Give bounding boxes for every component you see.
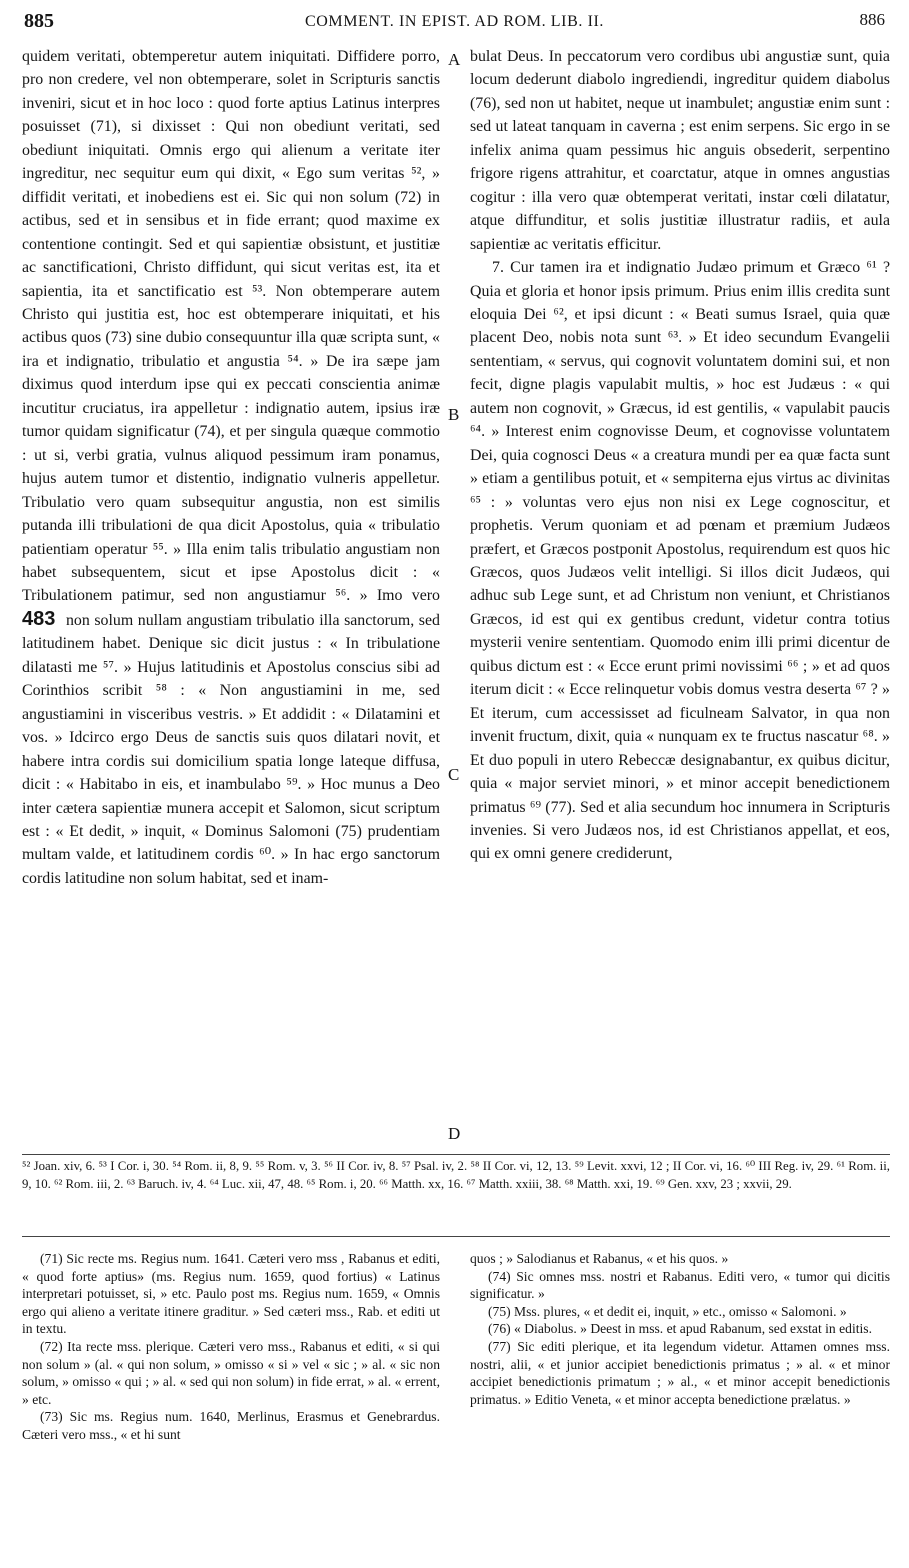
note-73-continued: quos ; » Salodianus et Rabanus, « et his quos. » [470,1251,729,1266]
main-text-left-column [22,45,440,890]
left-text-after-section: non solum nullam angustiam tribulatio illa sanctorum, sed latitudinem habet. Denique sic dicit justus : « In tribulatione dilatasti me ⁵⁷. » Hujus latitudinis et Apostolus conscius sibi ad Corinthios scribit ⁵⁸ : « Non angustiamini in me, sed angustiamini in visceribus vestris. » Et addidit : « Dilatamini et vos. » Idcirco ergo Deus de sanctis suis quos dilatari novit, et habere intra cordis sui domicilium spatia longe lateque diffusa, dicit : « Habitabo in eis, et inambulabo ⁵⁹. » Hoc munus a Deo inter cætera sapientiæ munera accepit et Salomon, sicut scriptum est : « Et dedit, » inquit, « Dominus Salomoni (75) prudentiam multam valde, et latitudinem cordis ⁶⁰. » In hac ergo sanctorum cordis latitudine non solum habitat, sed et inam- [22,611,440,887]
note-74: (74) Sic omnes mss. nostri et Rabanus. Editi vero, « tumor qui dicitis significatur. » [470,1268,890,1302]
note-77: (77) Sic editi plerique, et ita legendum videtur. Attamen omnes mss. nostri, alii, « et junior accipiet benedictionis primatus ; » al. « et minor accipiet benedictionis primatum ; » al., « et minor accepit benedictionis primatus. » Editio Veneta, « et minor accepta benedictione prælatus. » [470,1338,890,1407]
note-75: (75) Mss. plures, « et dedit ei, inquit, » etc., omisso « Salomoni. » [488,1303,847,1319]
notes-left-column [22,1250,440,1444]
page-number-right: 886 [859,10,885,29]
note-72: (72) Ita recte mss. plerique. Cæteri vero mss., Rabanus et editi, « si qui non solum » (al. « qui non solum, » omisso « si » vel « sic ; » al. « sic non solum, » omisso « qui ; » al. « sed qui non solum) in fide errat, » al. « errent, » etc. [22,1338,440,1407]
running-title: COMMENT. IN EPIST. AD ROM. LIB. II. [304,13,605,30]
page-header [18,8,891,38]
note-76: (76) « Diabolus. » Deest in mss. et apud Rabanum, sed exstat in editis. [488,1321,872,1337]
note-71: (71) Sic recte ms. Regius num. 1641. Cæteri vero mss , Rabanus et editi, « quod forte aptius» (ms. Regius num. 1659, quod fortius) « Latinus interpretari potuisset, si, » etc. Paulo post ms. Regius num. 1659, « Omnis ergo qui alieno a veritate itinere graditur. » Sed cæteri mss., Rab. et editi ut in textu. [22,1251,440,1337]
notes-right-column [470,1250,890,1408]
scripture-references: ⁵² Joan. xiv, 6. ⁵³ I Cor. i, 30. ⁵⁴ Rom. ii, 8, 9. ⁵⁵ Rom. v, 3. ⁵⁶ II Cor. iv, 8. ⁵⁷ Psal. iv, 2. ⁵⁸ II Cor. vi, 12, 13. ⁵⁹ Levit. xxvi, 12 ; II Cor. vi, 16. ⁶⁰ III Reg. iv, 29. ⁶¹ Rom. ii, 9, 10. ⁶² Rom. iii, 2. ⁶³ Baruch. iv, 4. ⁶⁴ Luc. xii, 47, 48. ⁶⁵ Rom. i, 20. ⁶⁶ Matth. xx, 16. ⁶⁷ Matth. xxiii, 38. ⁶⁸ Matth. xxi, 19. ⁶⁹ Gen. xxv, 23 ; xxvii, 29. [22,1159,890,1191]
right-paragraph-2: 7. Cur tamen ira et indignatio Judæo primum et Græco ⁶¹ ? Quia et gloria et honor ipsis primum. Prius enim illis credita sunt eloquia Dei ⁶², et ipsi dicunt : « Beati sumus Israel, quia quæ placent Deo, nobis nota sunt ⁶³. » Et ideo secundum Evangelii sententiam, « servus, qui cognovit voluntatem domini sui, et non fecit, digne plagis vapulabit multis, » hoc est Judæus : « qui autem non cognovit, » Græcus, id est gentilis, « vapulabit paucis ⁶⁴. » Interest enim cognovisse Deum, et cognovisse voluntatem Dei, quia cognosci Deus « a creatura mundi per ea quæ facta sunt » etiam a gentilibus potuit, et « sempiterna ejus virtus ac divinitas ⁶⁵ : » voluntas vero ejus non nisi ex Lege cognoscitur, et prophetis. Verum quoniam et ad pœnam et præmium Judæos præfert, et Græcos postponit Apostolus, requirendum est quos hic Græcos, quos Judæos velit intelligi. Si illos dicit Judæos, qui adhuc sub Lege sunt, et ad Christum non veniunt, et Christianos Græcos, id est qui ex gentibus credunt, videtur contra totius mysterii venire sententiam. Quomodo enim illi primi dicentur de quibus dictum est : « Ecce erunt primi novissimi ⁶⁶ ; » et ad quos iterum dicit : « Ecce relinquetur vobis domus vestra deserta ⁶⁷ ? » Et iterum, cum accessisset ad ficulneam Salvator, in qua non invenit fructum, dixit, quia « nunquam ex te fructus nascatur ⁶⁸. » Et duo populi in utero Rebeccæ designabantur, ex quibus dicitur, quia « major serviet minori, » et minor accepit benedictionem primatus ⁶⁹ (77). Sed et alia secundum hoc innumera in Scripturis invenies. Si vero Judæos nos, id est Christianos appellat, et eos, qui ex omni genere crediderunt, [470,259,890,863]
margin-letter-b: B [448,405,460,424]
right-paragraph-1: bulat Deus. In peccatorum vero cordibus ubi angustiæ sunt, quia locum dederunt diabolo ingrediendi, ingreditur quidem diabolus (76), sed non ut habitet, neque ut inambulet; angustiæ enim sunt : sed ut lateat tanquam in caverna ; est enim serpens. Sic ergo in se infelix anima quam pessimus hic anguis obsederit, serpentino frigore rigens attrahitur, et coarctatur, atque in omnes angustias cogitur : illa vero quæ obtemperat veritati, instar cœli dilatatur, atque diffunditur, et solis justitiæ illustratur radiis, et aula sapientiæ ac veritatis efficitur. [470,48,890,253]
notes-column-divider [456,1250,457,1520]
section-marker: 483 [22,607,56,630]
references-rule [22,1154,890,1155]
margin-letter-a: A [448,50,461,69]
page-number-left: 885 [24,10,54,32]
note-73: (73) Sic ms. Regius num. 1640, Merlinus, Erasmus et Genebrardus. Cæteri vero mss., « et hi sunt [22,1409,440,1442]
margin-letter-c: C [448,765,460,784]
left-paragraph [22,45,440,890]
margin-letter-d: D [448,1124,461,1143]
main-text-right-column [470,45,890,866]
left-text-before-section: quidem veritati, obtemperetur autem iniquitati. Diffidere porro, pro non credere, vel non obtemperare, solet in Scripturis sanctis inveniri, sicut et in hoc loco : quod forte aptius Latinus interpres posuisset (71), si dixisset : Qui non obediunt veritati, sed obediunt iniquitati. Omnis ergo qui alienum a veritate iter ingreditur, nec sequitur eum qui dixit, « Ego sum veritas ⁵², » diffidit veritati, et inobediens est ei. Sic qui non solum (72) in actibus, sed et in sensibus et in fide errant; quod maxime ex contentione contingit. Sed et qui sapientiæ obsistunt, et justitiæ ac sanctificationi, Christo diffidunt, qui sicut veritas est, ita et sapientia, ita et sanctificatio est ⁵³. Non obtemperare autem Christo qui justitia est, hoc est obtemperare iniquitati, et his actibus quos (73) sine dubio consequuntur illa quæ scripta sunt, « ira et indignatio, tribulatio et angustia ⁵⁴. » De ira sæpe jam diximus quod interdum ipse qui ex peccati conscientia animæ incutitur cruciatus, ira appelletur : indignatio autem, ipsius iræ tumor quidam significatur (74), et per singula quæque commotio : ut si, verbi gratia, vulnus aliquod pessimum iram ponamus, hujus autem tumor et distentio, indignatio vulneris appelletur. Tribulatio vero quam subsequitur angustia, non est similis putanda illi tribulationi de qua dicit Apostolus, quia « tribulatio patientiam operatur ⁵⁵. » Illa enim talis tribulatio angustiam non habet subsequentem, sicut et ipse Apostolus dicit : « Tribulationem patimur, sed non angustiamur ⁵⁶. » Imo vero [22,48,440,605]
notes-rule [22,1236,890,1237]
